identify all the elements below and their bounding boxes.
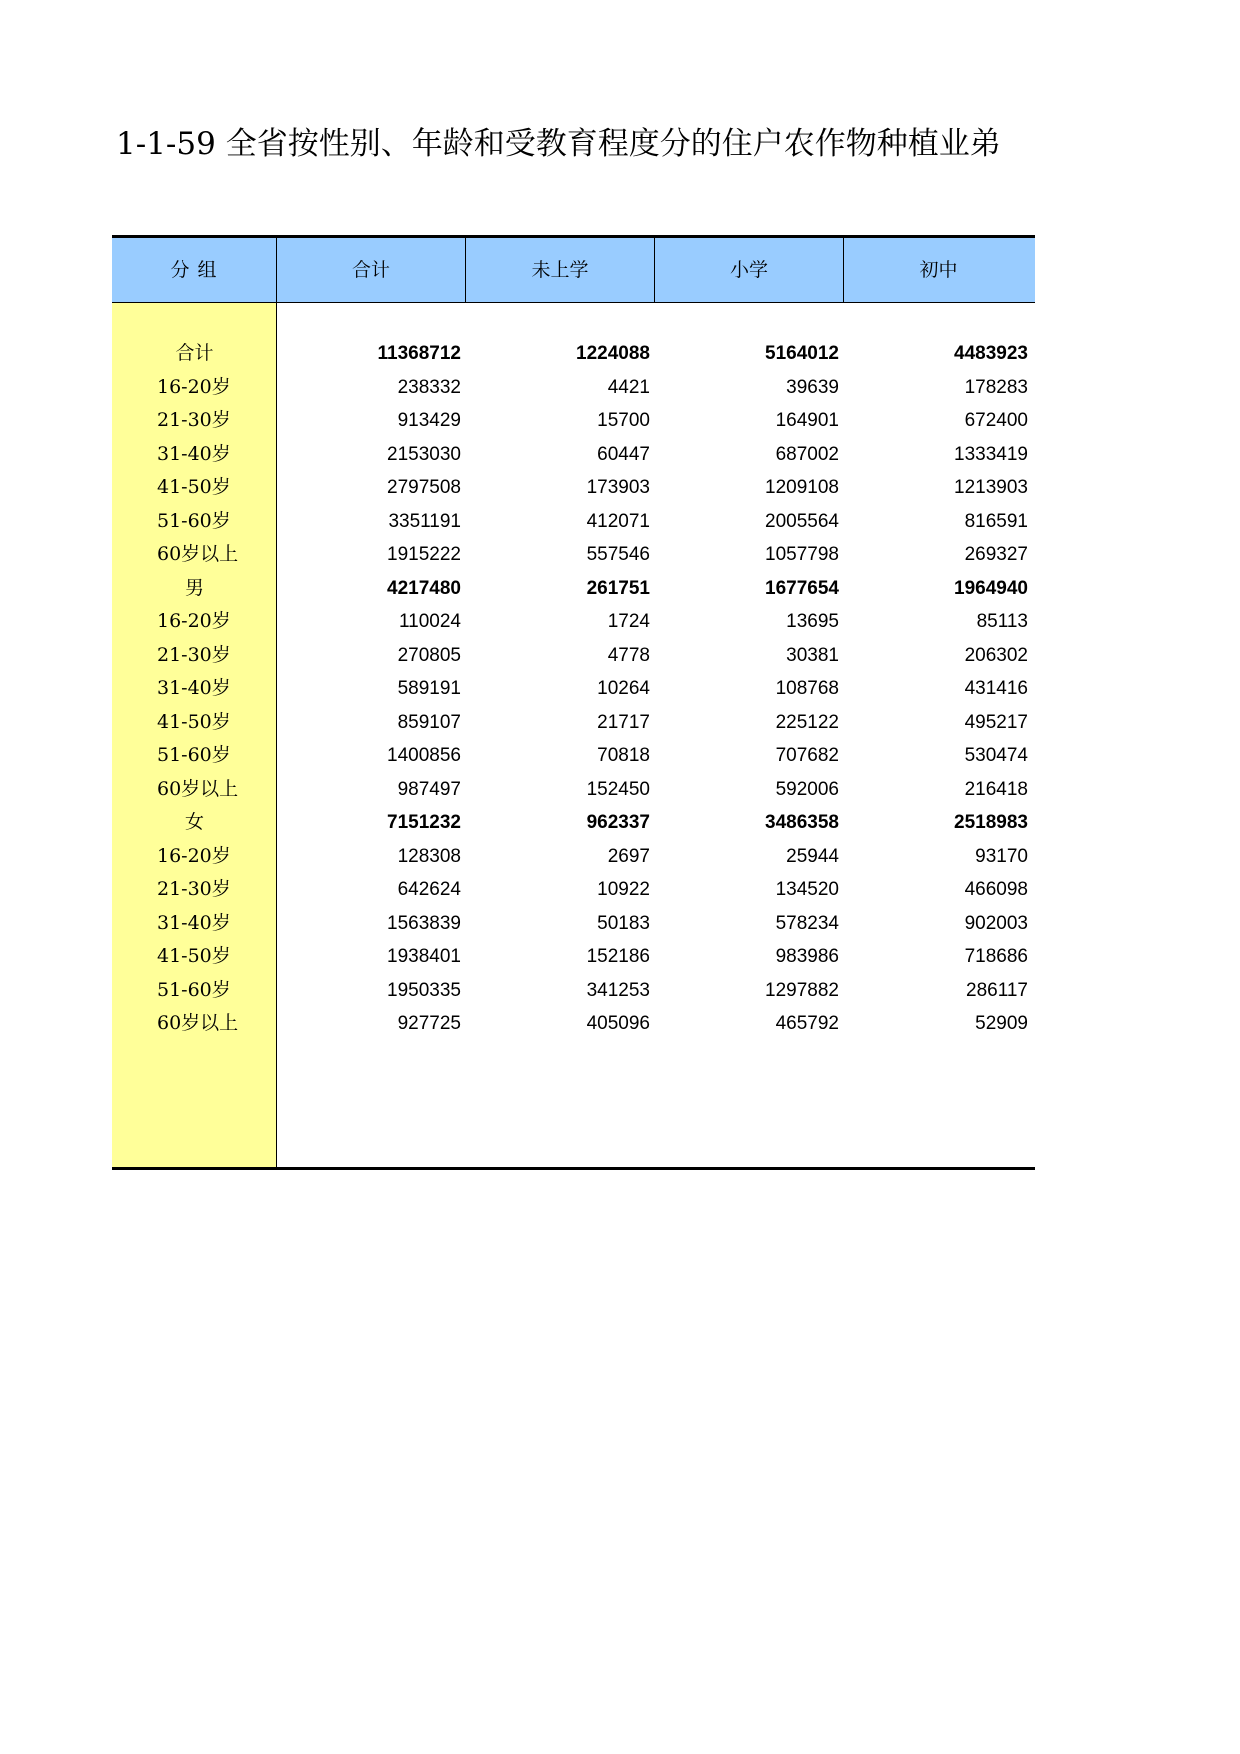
cell-value: 341253 xyxy=(586,979,650,1001)
cell-value: 178283 xyxy=(964,376,1028,398)
row-label: 41-50岁 xyxy=(157,945,231,967)
cell-value: 816591 xyxy=(964,510,1028,532)
cell-value: 7151232 xyxy=(387,812,461,833)
cell-value: 1915222 xyxy=(387,544,461,565)
cell-value: 1950335 xyxy=(387,979,461,1001)
table-row xyxy=(112,905,1035,943)
cell-value: 238332 xyxy=(397,376,461,398)
table-row xyxy=(112,402,1035,440)
row-label: 女 xyxy=(184,811,204,833)
page-title: 1-1-59 全省按性别、年龄和受教育程度分的住户农作物种植业弟 xyxy=(116,126,1001,162)
row-label: 16-20岁 xyxy=(157,844,231,867)
cell-value: 1938401 xyxy=(387,946,461,967)
cell-value: 962337 xyxy=(586,812,650,833)
cell-value: 152450 xyxy=(586,778,650,800)
header-no-school: 未上学 xyxy=(466,238,655,302)
cell-value: 1224088 xyxy=(576,343,650,364)
row-label: 31-40岁 xyxy=(157,442,231,465)
cell-value: 405096 xyxy=(586,1013,650,1034)
table-row xyxy=(112,369,1035,407)
cell-value: 286117 xyxy=(966,979,1028,1001)
row-label: 31-40岁 xyxy=(157,677,231,699)
row-label: 21-30岁 xyxy=(157,878,231,900)
cell-value: 10922 xyxy=(597,879,650,900)
cell-value: 2697 xyxy=(607,845,650,867)
cell-value: 21717 xyxy=(597,711,650,733)
cell-value: 1333419 xyxy=(954,443,1028,465)
cell-value: 93170 xyxy=(975,845,1028,867)
cell-value: 2518983 xyxy=(954,812,1028,833)
cell-value: 4778 xyxy=(607,644,650,666)
row-label: 31-40岁 xyxy=(157,911,231,934)
cell-value: 11368712 xyxy=(377,343,461,364)
header-primary: 小学 xyxy=(655,238,844,302)
cell-value: 2153030 xyxy=(387,443,461,465)
cell-value: 4421 xyxy=(607,376,650,398)
cell-value: 2797508 xyxy=(387,477,461,498)
table-row xyxy=(112,972,1035,1010)
cell-value: 687002 xyxy=(775,443,839,465)
cell-value: 466098 xyxy=(964,879,1028,900)
cell-value: 707682 xyxy=(775,745,839,766)
cell-value: 30381 xyxy=(786,644,839,666)
table-row xyxy=(112,335,1035,373)
cell-value: 3486358 xyxy=(765,812,839,833)
cell-value: 987497 xyxy=(397,778,461,800)
cell-value: 913429 xyxy=(397,410,461,431)
table-row xyxy=(112,670,1035,708)
cell-value: 108768 xyxy=(775,678,839,699)
cell-value: 465792 xyxy=(775,1013,839,1034)
cell-value: 431416 xyxy=(964,678,1028,699)
cell-value: 261751 xyxy=(586,577,650,599)
cell-value: 39639 xyxy=(786,376,839,398)
cell-value: 1400856 xyxy=(387,745,461,766)
cell-value: 983986 xyxy=(775,946,839,967)
row-label: 合计 xyxy=(175,342,214,364)
row-label: 60岁以上 xyxy=(157,1012,239,1034)
cell-value: 578234 xyxy=(775,912,839,934)
cell-value: 52909 xyxy=(975,1013,1028,1034)
row-label: 16-20岁 xyxy=(157,610,231,632)
cell-value: 589191 xyxy=(397,678,461,699)
cell-value: 1057798 xyxy=(765,544,839,565)
cell-value: 1563839 xyxy=(387,912,461,934)
cell-value: 152186 xyxy=(586,946,650,967)
cell-value: 134520 xyxy=(775,879,839,900)
table-row xyxy=(112,771,1035,809)
cell-value: 592006 xyxy=(775,778,839,800)
header-total: 合计 xyxy=(277,238,466,302)
cell-value: 1724 xyxy=(607,611,650,632)
row-label: 60岁以上 xyxy=(157,543,239,565)
cell-value: 642624 xyxy=(397,879,461,900)
cell-value: 50183 xyxy=(597,912,650,934)
data-table xyxy=(112,235,1035,1170)
cell-value: 269327 xyxy=(964,544,1028,565)
cell-value: 859107 xyxy=(397,711,461,733)
cell-value: 1297882 xyxy=(765,979,839,1001)
cell-value: 15700 xyxy=(597,410,650,431)
cell-value: 85113 xyxy=(976,611,1028,632)
row-label: 51-60岁 xyxy=(157,978,231,1001)
cell-value: 70818 xyxy=(597,745,650,766)
cell-value: 3351191 xyxy=(388,510,461,532)
row-label: 16-20岁 xyxy=(157,375,231,398)
table-row xyxy=(112,838,1035,876)
cell-value: 110024 xyxy=(399,611,461,632)
row-label: 60岁以上 xyxy=(157,777,239,800)
cell-value: 1213903 xyxy=(954,477,1028,498)
row-label: 21-30岁 xyxy=(157,643,231,666)
bottom-rule xyxy=(112,1167,1035,1170)
table-row xyxy=(112,871,1035,909)
table-row xyxy=(112,938,1035,976)
header-junior-high: 初中 xyxy=(919,259,958,281)
cell-value: 60447 xyxy=(597,443,650,465)
table-row xyxy=(112,436,1035,474)
cell-value: 216418 xyxy=(964,778,1028,800)
cell-value: 530474 xyxy=(964,745,1028,766)
table-row xyxy=(112,570,1035,608)
cell-value: 2005564 xyxy=(765,510,839,532)
cell-value: 128308 xyxy=(397,845,461,867)
cell-value: 4217480 xyxy=(387,577,461,599)
cell-value: 25944 xyxy=(786,845,839,867)
cell-value: 206302 xyxy=(964,644,1028,666)
table-row xyxy=(112,536,1035,574)
cell-value: 927725 xyxy=(397,1013,461,1034)
cell-value: 13695 xyxy=(786,611,839,632)
table-row xyxy=(112,637,1035,675)
cell-value: 412071 xyxy=(586,510,650,532)
cell-value: 1677654 xyxy=(765,577,839,599)
row-label: 男 xyxy=(184,576,204,599)
row-label: 51-60岁 xyxy=(157,744,231,766)
cell-value: 902003 xyxy=(964,912,1028,934)
row-label: 21-30岁 xyxy=(157,409,231,431)
cell-value: 672400 xyxy=(964,410,1028,431)
cell-value: 10264 xyxy=(597,678,650,699)
cell-value: 173903 xyxy=(586,477,650,498)
table-row xyxy=(112,1005,1035,1043)
table-row xyxy=(112,603,1035,641)
table-row xyxy=(112,804,1035,842)
cell-value: 718686 xyxy=(964,946,1028,967)
cell-value: 5164012 xyxy=(765,343,839,364)
table-row xyxy=(112,704,1035,742)
cell-value: 164901 xyxy=(775,410,839,431)
cell-value: 1964940 xyxy=(954,577,1028,599)
row-label: 41-50岁 xyxy=(157,710,231,733)
cell-value: 270805 xyxy=(397,644,461,666)
row-label: 51-60岁 xyxy=(157,509,231,532)
cell-value: 225122 xyxy=(775,711,839,733)
cell-value: 557546 xyxy=(586,544,650,565)
row-label: 41-50岁 xyxy=(157,476,231,498)
table-header xyxy=(112,235,1035,303)
cell-value: 1209108 xyxy=(765,477,839,498)
table-row xyxy=(112,737,1035,775)
header-group: 分 组 xyxy=(112,238,277,302)
cell-value: 495217 xyxy=(964,711,1028,733)
table-row xyxy=(112,503,1035,541)
table-row xyxy=(112,469,1035,507)
cell-value: 4483923 xyxy=(954,343,1028,364)
